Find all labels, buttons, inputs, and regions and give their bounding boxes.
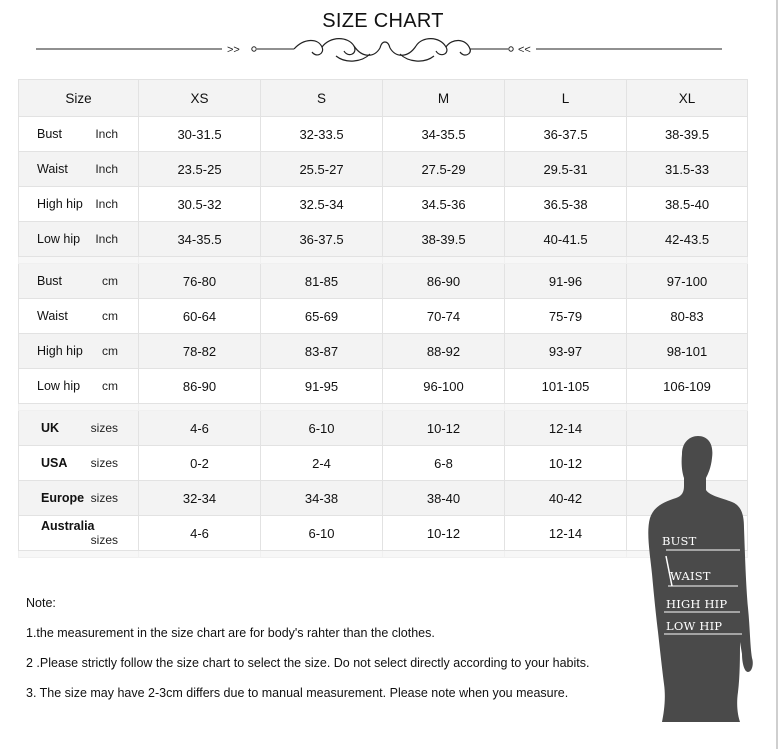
table-cell: 65-69 — [261, 299, 383, 334]
row-label: Australia sizes — [19, 516, 139, 551]
table-cell: 38-39.5 — [383, 222, 505, 257]
table-cell: 80-83 — [627, 299, 748, 334]
label-high-hip: HIGH HIP — [666, 597, 728, 611]
table-cell: 10-12 — [383, 516, 505, 551]
table-cell: 34-35.5 — [383, 117, 505, 152]
table-row-cm-low-hip — [19, 369, 748, 404]
table-cell: 32-33.5 — [261, 117, 383, 152]
table-cell: 27.5-29 — [383, 152, 505, 187]
table-cell: 40-41.5 — [505, 222, 627, 257]
row-label: Bust Inch — [19, 117, 139, 152]
table-row-cm-waist — [19, 299, 748, 334]
table-cell: 6-8 — [383, 446, 505, 481]
table-cell: 29.5-31 — [505, 152, 627, 187]
note-line-3: 3. The size may have 2-3cm differs due to manual measurement. Please note when you measure. — [26, 686, 569, 700]
table-header-row — [19, 80, 748, 117]
table-cell: 91-95 — [261, 369, 383, 404]
table-cell: 12-14 — [505, 516, 627, 551]
table-cell: 6-10 — [261, 411, 383, 446]
table-cell: 98-101 — [627, 334, 748, 369]
label-low-hip: LOW HIP — [666, 619, 723, 633]
table-row-cm-high-hip — [19, 334, 748, 369]
table-cell: 4-6 — [139, 411, 261, 446]
table-cell: 36-37.5 — [261, 222, 383, 257]
table-cell: 10-12 — [383, 411, 505, 446]
table-row-inch-high-hip — [19, 187, 748, 222]
table-row-inch-waist — [19, 152, 748, 187]
flourish-ornament — [294, 39, 470, 61]
divider-left-arrows: >> — [227, 44, 240, 56]
table-cell: 91-96 — [505, 264, 627, 299]
table-cell: 106-109 — [627, 369, 748, 404]
row-label: High hip cm — [19, 334, 139, 369]
table-cell: 12-14 — [505, 411, 627, 446]
table-cell: 42-43.5 — [627, 222, 748, 257]
table-cell: 36-37.5 — [505, 117, 627, 152]
table-cell: 38-39.5 — [627, 117, 748, 152]
table-cell: 38-40 — [383, 481, 505, 516]
header-size: Size — [19, 80, 139, 117]
table-cell: 81-85 — [261, 264, 383, 299]
notes-section — [26, 596, 666, 716]
table-cell: 10-12 — [505, 446, 627, 481]
notes-title: Note: — [26, 596, 56, 610]
header-xl: XL — [627, 80, 748, 117]
body-silhouette-figure — [636, 436, 766, 726]
header-l: L — [505, 80, 627, 117]
note-line-1: 1.the measurement in the size chart are for body's rahter than the clothes. — [26, 626, 435, 640]
label-bust: BUST — [662, 534, 697, 548]
table-cell: 34-35.5 — [139, 222, 261, 257]
table-cell: 60-64 — [139, 299, 261, 334]
table-cell: 96-100 — [383, 369, 505, 404]
table-cell: 36.5-38 — [505, 187, 627, 222]
header-m: M — [383, 80, 505, 117]
table-cell: 0-2 — [139, 446, 261, 481]
table-gap-row — [19, 404, 748, 411]
divider-right-arrows: << — [518, 44, 531, 56]
table-cell: 6-10 — [261, 516, 383, 551]
table-cell: 93-97 — [505, 334, 627, 369]
table-cell: 34-38 — [261, 481, 383, 516]
table-cell: 101-105 — [505, 369, 627, 404]
table-cell: 38.5-40 — [627, 187, 748, 222]
label-waist: WAIST — [670, 569, 711, 583]
table-cell: 86-90 — [139, 369, 261, 404]
table-cell: 23.5-25 — [139, 152, 261, 187]
ornamental-divider — [36, 34, 726, 66]
row-label: Low hip Inch — [19, 222, 139, 257]
table-cell: 30.5-32 — [139, 187, 261, 222]
table-cell: 4-6 — [139, 516, 261, 551]
table-cell: 32.5-34 — [261, 187, 383, 222]
table-cell: 75-79 — [505, 299, 627, 334]
row-label: UK sizes — [19, 411, 139, 446]
header-s: S — [261, 80, 383, 117]
row-label: USA sizes — [19, 446, 139, 481]
page-edge-line — [776, 0, 778, 749]
table-cell: 30-31.5 — [139, 117, 261, 152]
table-cell: 88-92 — [383, 334, 505, 369]
table-cell: 76-80 — [139, 264, 261, 299]
page-title: SIZE CHART — [322, 10, 444, 32]
table-cell: 31.5-33 — [627, 152, 748, 187]
table-cell: 70-74 — [383, 299, 505, 334]
table-row-cm-bust — [19, 264, 748, 299]
table-cell: 86-90 — [383, 264, 505, 299]
table-cell: 78-82 — [139, 334, 261, 369]
table-cell: 32-34 — [139, 481, 261, 516]
row-label: High hip Inch — [19, 187, 139, 222]
table-row-inch-low-hip — [19, 222, 748, 257]
table-cell: 2-4 — [261, 446, 383, 481]
table-cell: 83-87 — [261, 334, 383, 369]
table-cell: 25.5-27 — [261, 152, 383, 187]
row-label: Europe sizes — [19, 481, 139, 516]
row-label: Waist cm — [19, 299, 139, 334]
row-label: Bust cm — [19, 264, 139, 299]
row-label: Waist Inch — [19, 152, 139, 187]
table-cell: 34.5-36 — [383, 187, 505, 222]
note-line-2: 2 .Please strictly follow the size chart to select the size. Do not select directly according to your habits. — [26, 656, 590, 670]
table-gap-row — [19, 257, 748, 264]
row-label: Low hip cm — [19, 369, 139, 404]
table-cell: 97-100 — [627, 264, 748, 299]
header-xs: XS — [139, 80, 261, 117]
table-row-inch-bust — [19, 117, 748, 152]
table-cell: 40-42 — [505, 481, 627, 516]
